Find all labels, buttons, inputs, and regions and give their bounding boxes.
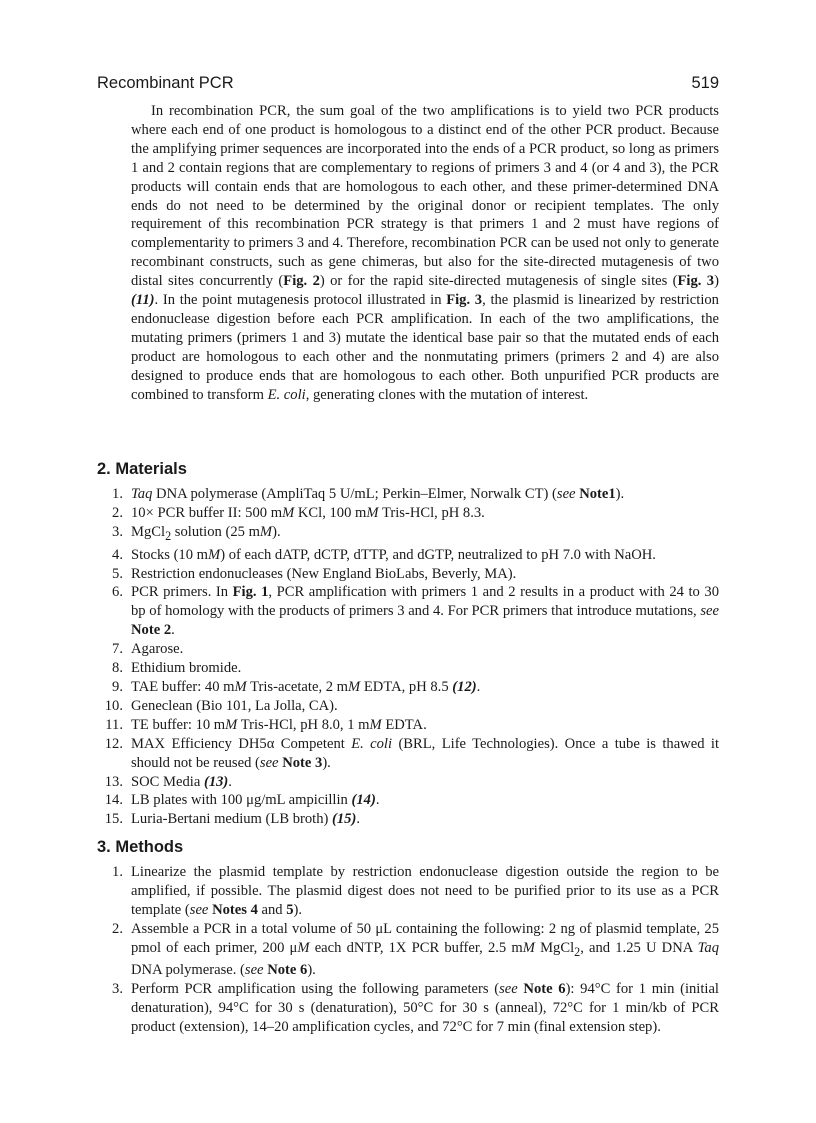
intro-text: In recombination PCR, the sum goal of the two amplifications is to yield two PCR products where each end of one product is homologous to a distinct end of the other PCR product. Because the amplifying primer sequences are incorporated into the ends of a PCR product, so long as primers 1 and 2 contain regions that are complementary to regions of primers 3 and 4 (or 4 and 3), the PCR products will contain ends that are homologous to each other, and these primer-determined DNA ends do not need to be determined by the original donor or recipient templates. The only requirement of this recombination PCR strategy is that primers 1 and 2 must have regions of complementarity to primers 3 and 4. Therefore, recombination PCR can be used not only to generate recombinant constructs, such as gene chimeras, but also for the site-directed mutagenesis of two distal sites concurrently ( [131, 103, 719, 290]
note-ref: Notes 4 [212, 901, 258, 918]
intro-text: , generating clones with the mutation of interest. [305, 386, 589, 403]
item-number: 5. [112, 565, 123, 582]
list-item [97, 920, 719, 981]
list-item [97, 678, 719, 697]
note-ref: Note1 [579, 486, 616, 502]
item-text: solution (25 m [171, 523, 260, 540]
item-text: DNA polymerase (AmpliTaq 5 U/mL; Perkin–Elmer, Norwalk CT) ( [152, 486, 557, 502]
citation-ref: (14) [351, 792, 376, 809]
subscript: 2 [165, 528, 172, 543]
note-ref: Note 6 [267, 962, 308, 979]
unit-symbol: M [348, 678, 361, 695]
item-text: ). [293, 901, 303, 918]
item-text: . [171, 622, 175, 639]
list-item [97, 863, 719, 920]
item-number: 12. [104, 735, 123, 752]
item-text: Geneclean (Bio 101, La Jolla, CA). [131, 697, 338, 714]
item-text: , PCR amplification with primers 1 and 2 results in a product with 24 to 30 bp of homology with the products of primers 3 and 4. For PCR primers that introduce mutations, [131, 584, 719, 620]
unit-symbol: M [366, 504, 379, 521]
citation-ref: (12) [452, 678, 477, 695]
item-text: ). [615, 486, 625, 502]
item-text: Tris-acetate, 2 m [246, 678, 349, 695]
item-number: 1. [112, 486, 123, 502]
unit-symbol: M [234, 678, 247, 695]
citation-ref: (15) [332, 811, 357, 828]
figure-ref: Fig. 3 [677, 273, 715, 290]
list-item [97, 485, 719, 504]
item-text: , and 1.25 U DNA [580, 939, 698, 956]
item-text: 10× PCR buffer II: 500 m [131, 504, 283, 521]
unit-symbol: M [522, 939, 535, 956]
item-number: 6. [112, 584, 123, 601]
item-text: ): 94°C for 1 min (initial denaturation), 94°C for 30 s (denaturation), 50°C for 30 s (anneal), 72°C for 1 min/kb of PCR product (extension), 14–20 amplification cycles, and 72°C for 7 min (final extension step). [131, 981, 719, 1036]
list-item [97, 735, 719, 773]
item-text: . [356, 811, 360, 828]
materials-section [97, 458, 719, 829]
unit-symbol: M [259, 523, 273, 540]
figure-ref: Fig. 2 [283, 273, 320, 290]
item-text: Ethidium bromide. [131, 660, 242, 677]
note-ref: Note 6 [523, 981, 566, 998]
item-number: 2. [112, 504, 123, 521]
item-number: 8. [112, 660, 123, 677]
item-text: EDTA, pH 8.5 [360, 678, 453, 695]
item-number: 7. [112, 641, 123, 658]
item-number: 15. [104, 811, 123, 828]
item-text: Tris-HCl, pH 8.3. [378, 504, 485, 521]
item-text: ). [272, 523, 281, 540]
citation-ref: (11) [131, 292, 155, 309]
running-head [97, 72, 719, 94]
item-text: (BRL, Life Technologies). Once a tube is thawed it should not be reused ( [131, 735, 719, 771]
item-text: LB plates with 100 μg/mL ampicillin [131, 792, 352, 809]
list-item [97, 504, 719, 523]
methods-list [97, 863, 719, 1037]
item-text: TAE buffer: 40 m [131, 678, 235, 695]
running-title: Recombinant PCR [97, 74, 234, 92]
list-item [97, 697, 719, 716]
see-label: see [189, 901, 209, 918]
item-text: MAX Efficiency DH5α Competent [131, 735, 352, 752]
item-text: Tris-HCl, pH 8.0, 1 m [237, 716, 370, 733]
list-item [97, 773, 719, 792]
note-ref: Note 2 [131, 622, 172, 639]
see-label: see [244, 962, 264, 979]
see-label: see [499, 981, 518, 998]
species-name: E. coli [267, 386, 306, 403]
list-item [97, 791, 719, 810]
list-item [97, 546, 719, 565]
species-name: Taq [131, 486, 153, 502]
item-number: 3. [112, 523, 123, 540]
list-item [97, 640, 719, 659]
item-text: Luria-Bertani medium (LB broth) [131, 811, 333, 828]
list-item [97, 810, 719, 829]
materials-list [97, 485, 719, 829]
item-text: MgCl [534, 939, 575, 956]
see-label: see [556, 486, 576, 502]
species-name: Taq [697, 939, 719, 956]
unit-symbol: M [208, 546, 221, 563]
item-text: Agarose. [131, 641, 184, 658]
item-text: ) of each dATP, dCTP, dTTP, and dGTP, neutralized to pH 7.0 with NaOH. [220, 546, 656, 563]
page-number: 519 [691, 74, 719, 92]
list-item [97, 523, 719, 546]
item-text: Stocks (10 m [131, 546, 209, 563]
item-text: . [228, 773, 232, 790]
list-item [97, 583, 719, 640]
item-text: KCl, 100 m [294, 504, 367, 521]
item-number: 11. [105, 716, 123, 733]
intro-text: ) or for the rapid site-directed mutagenesis of single sites ( [319, 273, 678, 290]
item-number: 1. [112, 864, 123, 880]
note-ref: 5 [286, 901, 294, 918]
item-text: ). [322, 754, 331, 771]
item-number: 9. [112, 678, 123, 695]
item-text: Perform PCR amplification using the following parameters ( [131, 981, 500, 998]
item-text: Restriction endonucleases (New England BioLabs, Beverly, MA). [131, 565, 517, 582]
item-number: 2. [112, 920, 123, 937]
list-item [97, 659, 719, 678]
unit-symbol: M [369, 716, 382, 733]
figure-ref: Fig. 3 [446, 292, 483, 309]
intro-text: . In the point mutagenesis protocol illustrated in [154, 292, 447, 309]
item-text: TE buffer: 10 m [131, 716, 226, 733]
unit-symbol: M [282, 504, 295, 521]
intro-text: , the plasmid is linearized by restriction endonuclease digestion before each PCR amplification. In each of the two amplifications, the mutating primers (primers 1 and 3) mutate the identical base pair so that the mutated ends of each product are homologous to each other and the nonmutating primers (primers 2 and 4) are also designed to produce ends that are homologous to each other. Both unpurified PCR products are combined to transform [131, 292, 719, 403]
item-number: 14. [104, 792, 123, 809]
item-text: each dNTP, 1X PCR buffer, 2.5 m [309, 939, 523, 956]
item-number: 10. [104, 697, 123, 714]
item-number: 13. [104, 773, 123, 790]
item-text: and [257, 901, 287, 918]
see-label: see [259, 754, 279, 771]
subscript: 2 [574, 944, 581, 959]
unit-symbol: M [297, 939, 310, 956]
list-item [97, 565, 719, 584]
item-text: . [476, 678, 481, 695]
materials-heading: 2. Materials [97, 460, 187, 478]
item-text: MgCl [131, 523, 166, 540]
methods-section [97, 836, 719, 1037]
methods-heading: 3. Methods [97, 838, 184, 856]
item-text: PCR primers. In [131, 584, 233, 601]
list-item [97, 980, 719, 1037]
item-number: 4. [112, 546, 123, 563]
item-text: EDTA. [381, 716, 427, 733]
item-text: SOC Media [131, 773, 204, 790]
intro-paragraph [131, 102, 719, 405]
item-text: . [375, 792, 380, 809]
item-text: Linearize the plasmid template by restriction endonuclease digestion outside the region to be amplified, if possible. The plasmid digest does not need to be purified prior to its use as a PCR template ( [131, 864, 719, 918]
note-ref: Note 3 [282, 754, 323, 771]
item-number: 3. [112, 981, 123, 998]
item-text: DNA polymerase. ( [131, 962, 245, 979]
unit-symbol: M [225, 716, 238, 733]
citation-ref: (13) [203, 773, 229, 790]
see-label: see [700, 603, 719, 620]
species-name: E. coli [351, 735, 393, 752]
figure-ref: Fig. 1 [232, 584, 269, 601]
item-text: ). [307, 962, 316, 979]
item-text: Assemble a PCR in a total volume of 50 μL containing the following: 2 ng of plasmid template, 25 pmol of each primer, 200 μ [131, 920, 719, 956]
list-item [97, 716, 719, 735]
intro-text: ) [714, 273, 719, 290]
